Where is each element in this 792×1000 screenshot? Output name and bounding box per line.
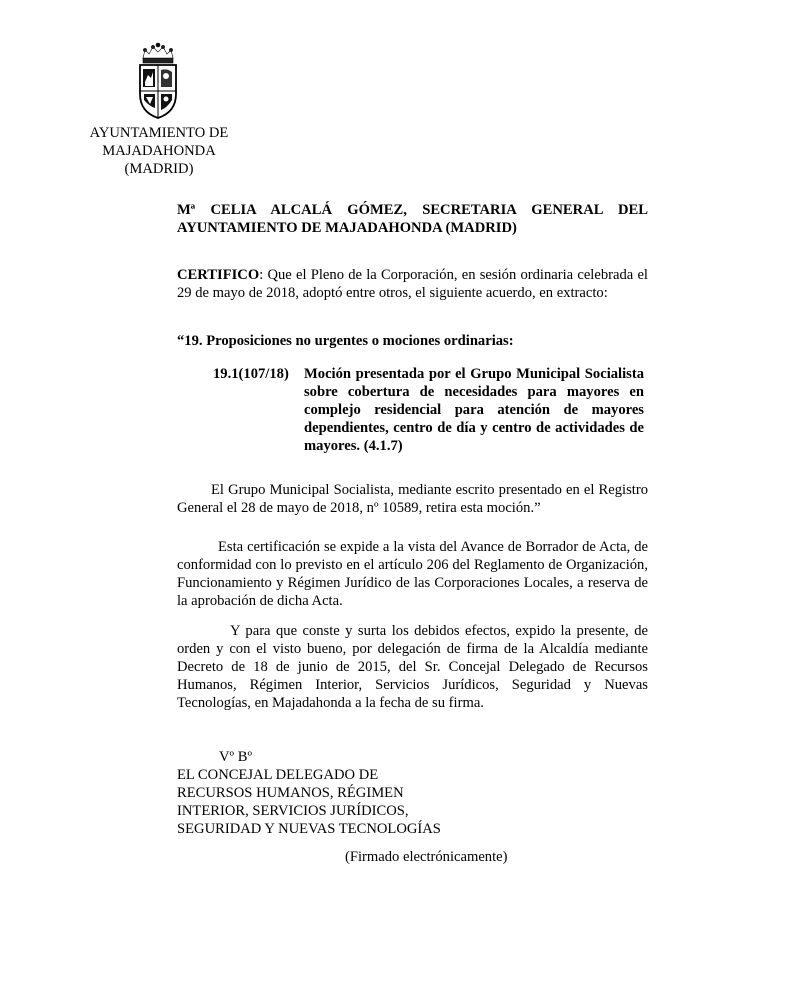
coat-of-arms-icon — [134, 42, 182, 120]
item-number: 19.1(107/18) — [213, 366, 289, 382]
org-line: MAJADAHONDA — [102, 143, 216, 159]
certifico-paragraph — [177, 266, 648, 302]
item-title: Moción presentada por el Grupo Municipal Socialista sobre cobertura de necesidades para mayores en complejo residencial para atención de mayores dependientes, centro de día y centro de actividades de mayores. (4.1.7) — [304, 366, 644, 454]
heading-line: Mª CELIA ALCALÁ GÓMEZ, SECRETARIA GENERAL DEL — [177, 202, 648, 218]
certifico-label: CERTIFICO — [177, 267, 260, 283]
org-line: AYUNTAMIENTO DE — [89, 125, 229, 141]
signature-block — [177, 748, 648, 838]
certifico-text: : Que el Pleno de la Corporación, en sesión ordinaria celebrada el 29 de mayo de 2018, adoptó entre otros, el siguiente acuerdo, en extracto: — [177, 267, 648, 301]
visto-bueno: Vº Bº — [219, 749, 252, 765]
organization-name — [84, 124, 234, 178]
heading-line: AYUNTAMIENTO DE MAJADAHONDA (MADRID) — [177, 220, 517, 236]
paragraph-effects: Y para que conste y surta los debidos efectos, expido la presente, de orden y con el visto bueno, por delegación de firma de la Alcaldía mediante Decreto de 18 de junio de 2015, del Sr. Concejal Delegado de Recursos Humanos, Régimen Interior, Servicios Jurídicos, Seguridad y Nuevas Tecnologías, en Majadahonda a la fecha de su firma. — [177, 623, 648, 711]
paragraph-certification: Esta certificación se expide a la vista del Avance de Borrador de Acta, de conformidad con lo previsto en el artículo 206 del Reglamento de Organización, Funcionamiento y Régimen Jurídico de las Corporaciones Locales, a reserva de la aprobación de dicha Acta. — [177, 539, 648, 609]
document-heading — [177, 201, 648, 237]
org-line: (MADRID) — [124, 161, 194, 177]
section-title: “19. Proposiciones no urgentes o mociones ordinarias: — [177, 333, 514, 349]
signature-line: EL CONCEJAL DELEGADO DE — [177, 767, 379, 783]
signature-line: INTERIOR, SERVICIOS JURÍDICOS, — [177, 803, 409, 819]
signature-line: RECURSOS HUMANOS, RÉGIMEN — [177, 785, 404, 801]
signature-line: SEGURIDAD Y NUEVAS TECNOLOGÍAS — [177, 821, 441, 837]
electronic-signature-note: (Firmado electrónicamente) — [345, 849, 508, 865]
paragraph-withdrawal: El Grupo Municipal Socialista, mediante escrito presentado en el Registro General el 28 de mayo de 2018, nº 10589, retira esta moción.” — [177, 482, 648, 516]
